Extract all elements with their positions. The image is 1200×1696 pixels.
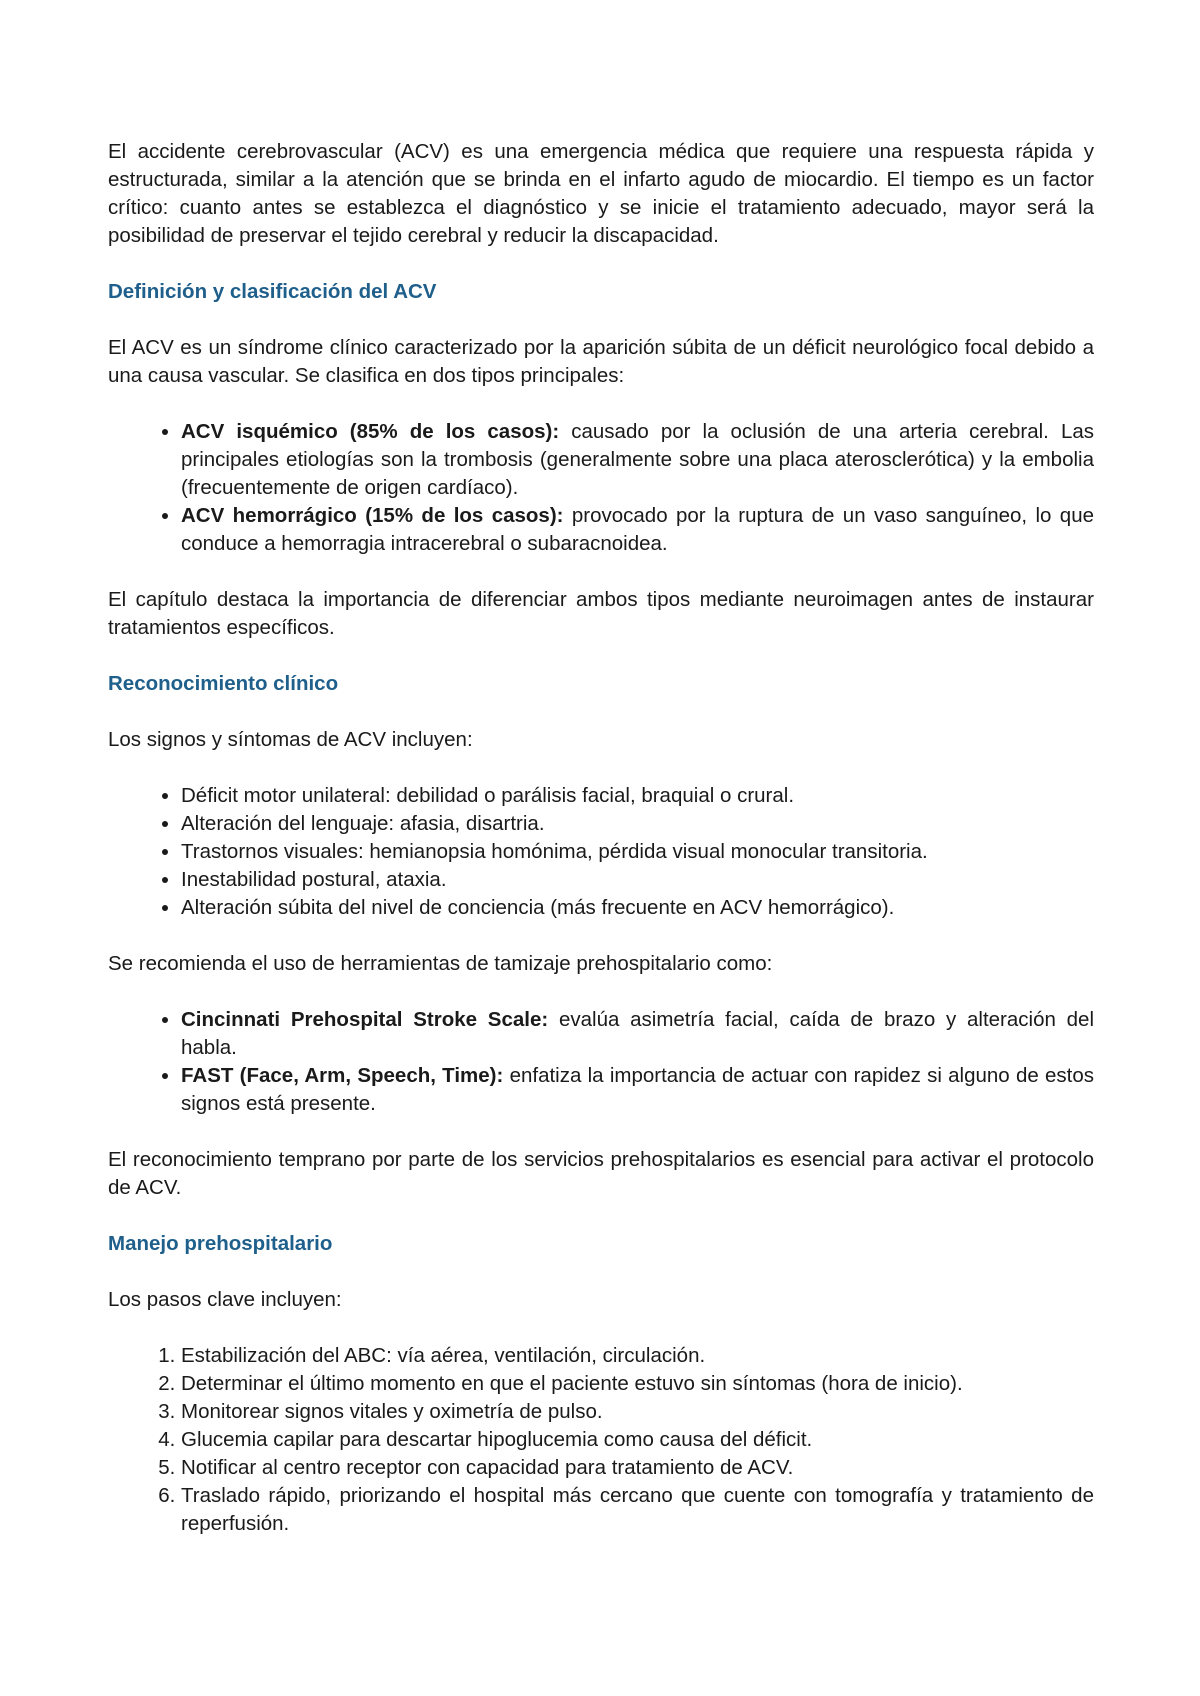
list-item-term: ACV hemorrágico (15% de los casos):	[181, 504, 564, 527]
list-item: 1. Estabilización del ABC: vía aérea, ventilación, circulación.	[181, 1342, 1094, 1370]
list-item-text: causado por la oclusión de una arteria cerebral. Las principales etiologías son la trombosis (generalmente sobre una placa aterosclerótica) y la embolia (frecuentemente de origen cardíaco).	[181, 420, 1094, 499]
section-heading-definicion: Definición y clasificación del ACV	[108, 280, 437, 303]
document-page	[108, 138, 1094, 1538]
list-item: • Déficit motor unilateral: debilidad o parálisis facial, braquial o crural.	[181, 782, 1094, 810]
list-item: 4. Glucemia capilar para descartar hipoglucemia como causa del déficit.	[181, 1426, 1094, 1454]
list-item	[181, 418, 1094, 502]
list-item: • Inestabilidad postural, ataxia.	[181, 866, 1094, 894]
list-item	[181, 1006, 1094, 1062]
list-item-text: provocado por la ruptura de un vaso sanguíneo, lo que conduce a hemorragia intracerebral o subaracnoidea.	[181, 504, 1094, 555]
list-item-term: ACV isquémico (85% de los casos):	[181, 420, 560, 443]
list-item: 3. Monitorear signos vitales y oximetría de pulso.	[181, 1398, 1094, 1426]
list-item-text: enfatiza la importancia de actuar con rapidez si alguno de estos signos está presente.	[181, 1064, 1094, 1115]
escalas-list	[108, 1006, 1094, 1118]
reconocimiento-temprano-paragraph: El reconocimiento temprano por parte de los servicios prehospitalarios es esencial para activar el protocolo de ACV.	[108, 1148, 1094, 1199]
tamizaje-paragraph: Se recomienda el uso de herramientas de tamizaje prehospitalario como:	[108, 952, 773, 975]
list-item: • Trastornos visuales: hemianopsia homónima, pérdida visual monocular transitoria.	[181, 838, 1094, 866]
neuroimagen-paragraph: El capítulo destaca la importancia de diferenciar ambos tipos mediante neuroimagen antes de instaurar tratamientos específicos.	[108, 588, 1094, 639]
signos-intro-paragraph: Los signos y síntomas de ACV incluyen:	[108, 728, 473, 751]
tipos-acv-list	[108, 418, 1094, 558]
list-item-term: Cincinnati Prehospital Stroke Scale:	[181, 1008, 549, 1031]
list-item	[181, 1062, 1094, 1118]
list-item-term: FAST (Face, Arm, Speech, Time):	[181, 1064, 504, 1087]
section-heading-manejo: Manejo prehospitalario	[108, 1232, 333, 1255]
list-item: 5. Notificar al centro receptor con capacidad para tratamiento de ACV.	[181, 1454, 1094, 1482]
list-item: 6. Traslado rápido, priorizando el hospital más cercano que cuente con tomografía y tratamiento de reperfusión.	[181, 1482, 1094, 1538]
list-item	[181, 502, 1094, 558]
list-item-text: evalúa asimetría facial, caída de brazo y alteración del habla.	[181, 1008, 1095, 1059]
definicion-paragraph: El ACV es un síndrome clínico caracterizado por la aparición súbita de un déficit neurológico focal debido a una causa vascular. Se clasifica en dos tipos principales:	[108, 336, 1094, 387]
pasos-intro-paragraph: Los pasos clave incluyen:	[108, 1288, 342, 1311]
section-heading-reconocimiento: Reconocimiento clínico	[108, 672, 339, 695]
list-item: 2. Determinar el último momento en que el paciente estuvo sin síntomas (hora de inicio).	[181, 1370, 1094, 1398]
signos-list	[108, 782, 1094, 922]
intro-paragraph: El accidente cerebrovascular (ACV) es una emergencia médica que requiere una respuesta rápida y estructurada, similar a la atención que se brinda en el infarto agudo de miocardio. El tiempo es un factor crítico: cuanto antes se establezca el diagnóstico y se inicie el tratamiento adecuado, mayor será la posibilidad de preservar el tejido cerebral y reducir la discapacidad.	[108, 140, 1094, 247]
list-item: • Alteración súbita del nivel de conciencia (más frecuente en ACV hemorrágico).	[181, 894, 1094, 922]
list-item: • Alteración del lenguaje: afasia, disartria.	[181, 810, 1094, 838]
pasos-list	[108, 1342, 1094, 1538]
